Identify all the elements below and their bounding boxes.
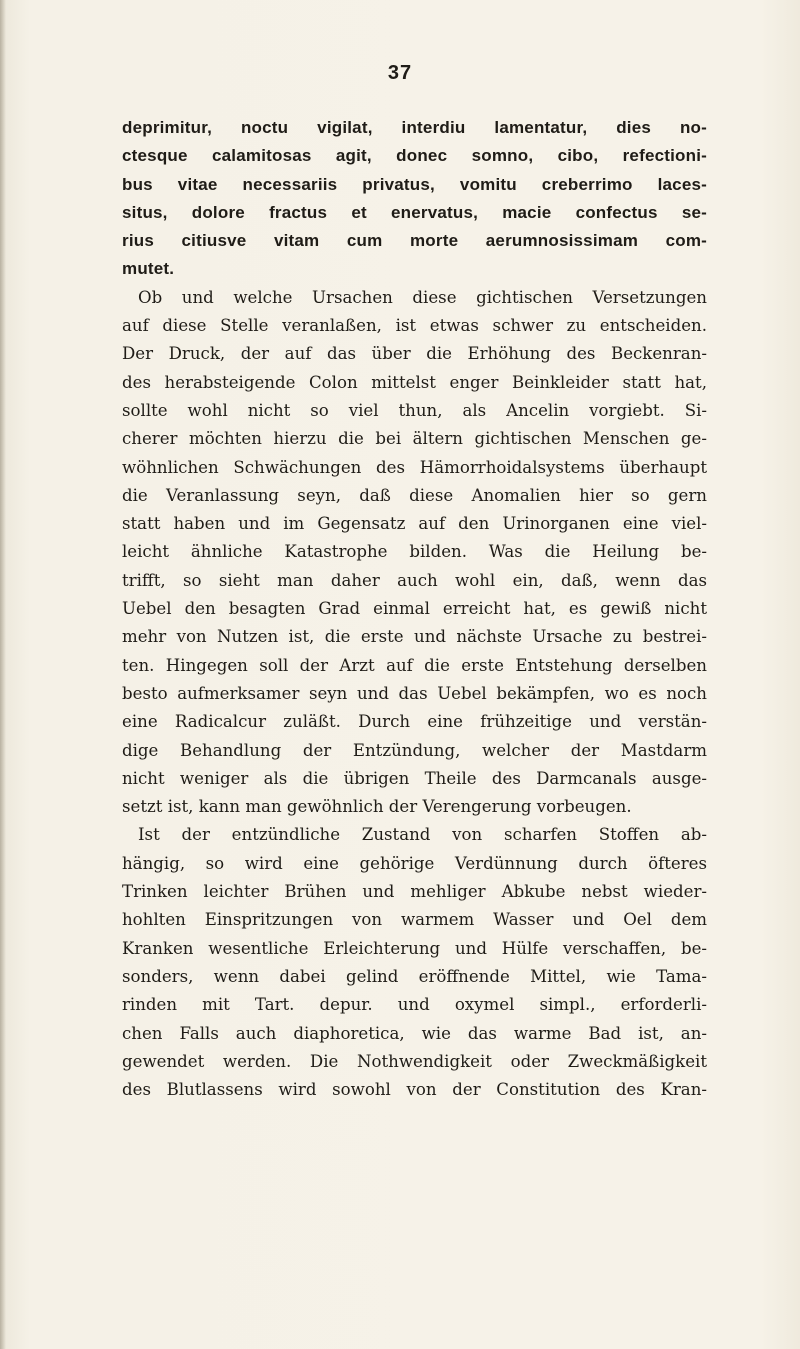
text-line: bus vitae necessariis privatus, vomitu creberrimo laces- — [122, 174, 707, 194]
text-line: hohlten Einspritzungen von warmem Wasser und Oel dem — [122, 910, 707, 930]
text-line: mutet. — [122, 259, 175, 279]
text-line: Ob und welche Ursachen diese gichtischen Versetzungen — [138, 287, 707, 307]
text-line: leicht ähnliche Katastrophe bilden. Was die Heilung be- — [122, 542, 707, 562]
text-line: gewendet werden. Die Nothwendigkeit oder Zweckmäßigkeit — [122, 1051, 707, 1071]
text-line: cherer möchten hierzu die bei ältern gichtischen Menschen ge- — [122, 429, 707, 449]
text-line: besto aufmerksamer seyn und das Uebel bekämpfen, wo es noch — [122, 683, 707, 703]
text-line: ten. Hingegen soll der Arzt auf die erste Entstehung derselben — [122, 655, 707, 675]
text-line: chen Falls auch diaphoretica, wie das warme Bad ist, an- — [122, 1023, 707, 1043]
page-gutter-shadow — [0, 0, 6, 1349]
text-line: Uebel den besagten Grad einmal erreicht hat, es gewiß nicht — [122, 599, 707, 619]
text-line: sollte wohl nicht so viel thun, als Ancelin vorgiebt. Si- — [122, 400, 707, 420]
text-line: die Veranlassung seyn, daß diese Anomalien hier so gern — [122, 485, 707, 505]
text-line: sonders, wenn dabei gelind eröffnende Mittel, wie Tama- — [122, 966, 707, 986]
text-line: nicht weniger als die übrigen Theile des Darmcanals ausge- — [122, 768, 707, 788]
text-line: hängig, so wird eine gehörige Verdünnung durch öfteres — [122, 853, 707, 873]
text-line: situs, dolore fractus et enervatus, macie confectus se- — [122, 202, 707, 222]
text-line: ctesque calamitosas agit, donec somno, cibo, refectioni- — [122, 146, 707, 166]
text-line: trifft, so sieht man daher auch wohl ein, daß, wenn das — [122, 570, 707, 590]
page-body-text — [122, 114, 707, 1104]
text-line: Der Druck, der auf das über die Erhöhung des Beckenran- — [122, 344, 707, 364]
text-line: Trinken leichter Brühen und mehliger Abkube nebst wieder- — [122, 882, 707, 902]
text-line: des herabsteigende Colon mittelst enger Beinkleider statt hat, — [122, 372, 707, 392]
text-line: rius citiusve vitam cum morte aerumnosissimam com- — [122, 231, 707, 251]
text-line: eine Radicalcur zuläßt. Durch eine frühzeitige und verstän- — [122, 712, 707, 732]
text-line: statt haben und im Gegensatz auf den Urinorganen eine viel- — [122, 514, 707, 534]
text-line: mehr von Nutzen ist, die erste und nächste Ursache zu bestrei- — [122, 627, 707, 647]
text-line: des Blutlassens wird sowohl von der Constitution des Kran- — [122, 1080, 707, 1100]
text-line: auf diese Stelle veranlaßen, ist etwas schwer zu entscheiden. — [122, 316, 707, 336]
text-line: dige Behandlung der Entzündung, welcher der Mastdarm — [122, 740, 707, 760]
page-number: 37 — [387, 62, 413, 84]
text-line: Ist der entzündliche Zustand von scharfen Stoffen ab- — [138, 825, 707, 845]
text-line: setzt ist, kann man gewöhnlich der Verengerung vorbeugen. — [122, 797, 632, 817]
text-line: Kranken wesentliche Erleichterung und Hülfe verschaffen, be- — [122, 938, 707, 958]
text-line: deprimitur, noctu vigilat, interdiu lamentatur, dies no- — [122, 118, 707, 137]
text-line: wöhnlichen Schwächungen des Hämorrhoidalsystems überhaupt — [122, 457, 707, 477]
text-line: rinden mit Tart. depur. und oxymel simpl., erforderli- — [122, 995, 707, 1015]
